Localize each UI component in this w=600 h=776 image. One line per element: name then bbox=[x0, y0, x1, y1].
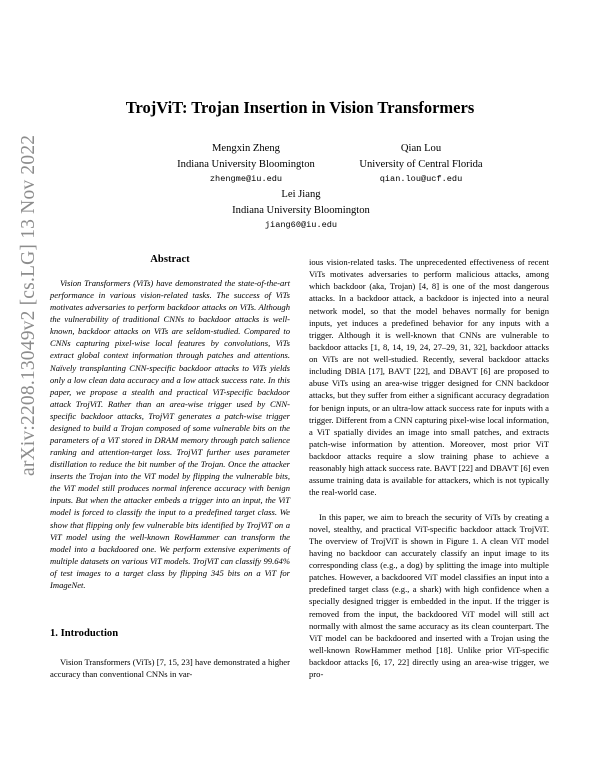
author-affiliation: University of Central Florida bbox=[359, 158, 483, 170]
section-heading: 1. Introduction bbox=[50, 628, 119, 639]
author-name: Mengxin Zheng bbox=[212, 143, 280, 154]
author-affiliation: Indiana University Bloomington bbox=[232, 204, 370, 216]
author-email: zhengme@iu.edu bbox=[209, 174, 283, 184]
intro-paragraph: In this paper, we aim to breach the security of ViTs by creating a novel, stealthy, and practical ViT-specific backdoor attack TrojViT. The overview of TrojViT is shown in Figure 1. A clean ViT model having no backdoor can accurately classify an input image to its corresponding class (e.g., a dog) by splitting the image into multiple patches. However, a backdoored ViT model classifies an input into a predefined target class (e.g., a shark) with high confidence when a specially designed trigger is embedded in the input. If the trigger is removed from the input, the backdoored ViT model will still act normally with almost the same accuracy as its clean counterpart. The ViT model can be backdoored and inserted with a Trojan using the well-known RowHammer method [18]. Unlike prior ViT-specific backdoor attacks [6, 17, 22] directly using an area-wise trigger, we pro- bbox=[309, 511, 549, 680]
right-column bbox=[309, 256, 549, 680]
author-name: Lei Jiang bbox=[281, 189, 321, 200]
intro-paragraph: Vision Transformers (ViTs) [7, 15, 23] have demonstrated a higher accuracy than conventional CNNs in var- bbox=[50, 657, 290, 680]
author-name: Qian Lou bbox=[400, 143, 442, 154]
intro-paragraph: ious vision-related tasks. The unprecedented effectiveness of recent ViTs motivates adversaries to perform malicious attacks, among which backdoor (aka, Trojan) [4, 8] is one of the most dangerous attacks. In a backdoor attack, a backdoor is injected into a neural network model, so that the model behaves normally for benign inputs, yet induces a predefined behavior for any inputs with a trigger. Although it is well-known that CNNs are vulnerable to backdoor attacks [1, 8, 14, 19, 24, 27–29, 31, 32], backdoor attacks on ViTs are not well-studied. Recently, several backdoor attacks including DBIA [17], BAVT [22], and DBAVT [6] are proposed to abuse ViTs using an area-wise trigger designed for CNN backdoor attacks, but they suffer from either a significant accuracy degradation for benign inputs, or an ultra-low attack success rate for inputs with a trigger. Different from a CNN capturing pixel-wise local information, a ViT spatially divides an image into small patches, and extracts patch-wise information by attention. Moreover, most prior ViT backdoor attacks require a slow training phase to achieve a reasonably high attack success rate. BAVT [22] and DBAVT [6] even assume training data is available for attackers, which is not typically the real-world case. bbox=[309, 257, 549, 498]
abstract-text: Vision Transformers (ViTs) have demonstrated the state-of-the-art performance in various vision-related tasks. The success of ViTs motivates adversaries to perform backdoor attacks on ViTs. Although the vulnerability of traditional CNNs to backdoor attacks is well-known, backdoor attacks on ViTs are seldom-studied. Compared to CNNs capturing pixel-wise local features by convolutions, ViTs extract global context information through patches and attentions. Naïvely transplanting CNN-specific backdoor attacks to ViTs yields only a low clean data accuracy and a low attack success rate. In this paper, we propose a stealth and practical ViT-specific backdoor attack TrojViT. Rather than an area-wise trigger used by CNN-specific backdoor attacks, TrojViT generates a patch-wise trigger designed to build a Trojan composed of some vulnerable bits on the parameters of a ViT stored in DRAM memory through patch salience ranking and attention-target loss. TrojViT further uses parameter distillation to reduce the bit number of the Trojan. Once the attacker inserts the Trojan into the ViT model by flipping the vulnerable bits, the ViT model still produces normal inference accuracy with benign inputs. But when the attacker embeds a trigger into an input, the ViT model is forced to classify the input to a predefined target class. We show that flipping only few vulnerable bits identified by TrojViT on a ViT model using the well-known RowHammer can transform the model into a backdoored one. We perform extensive experiments of multiple datasets on various ViT models. TrojViT can classify 99.64% of test images to a target class by flipping 345 bits on a ViT for ImageNet. bbox=[50, 278, 290, 590]
abstract-heading: Abstract bbox=[150, 254, 190, 265]
arxiv-identifier-text: arXiv:2208.13049v2 [cs.LG] 13 Nov 2022 bbox=[18, 134, 39, 476]
paper-title: TrojViT: Trojan Insertion in Vision Transformers bbox=[125, 98, 475, 117]
author-block bbox=[301, 141, 541, 188]
author-email: jiang60@iu.edu bbox=[264, 220, 338, 230]
author-block bbox=[181, 187, 421, 234]
author-email: qian.lou@ucf.edu bbox=[379, 174, 463, 184]
author-affiliation: Indiana University Bloomington bbox=[177, 158, 315, 170]
